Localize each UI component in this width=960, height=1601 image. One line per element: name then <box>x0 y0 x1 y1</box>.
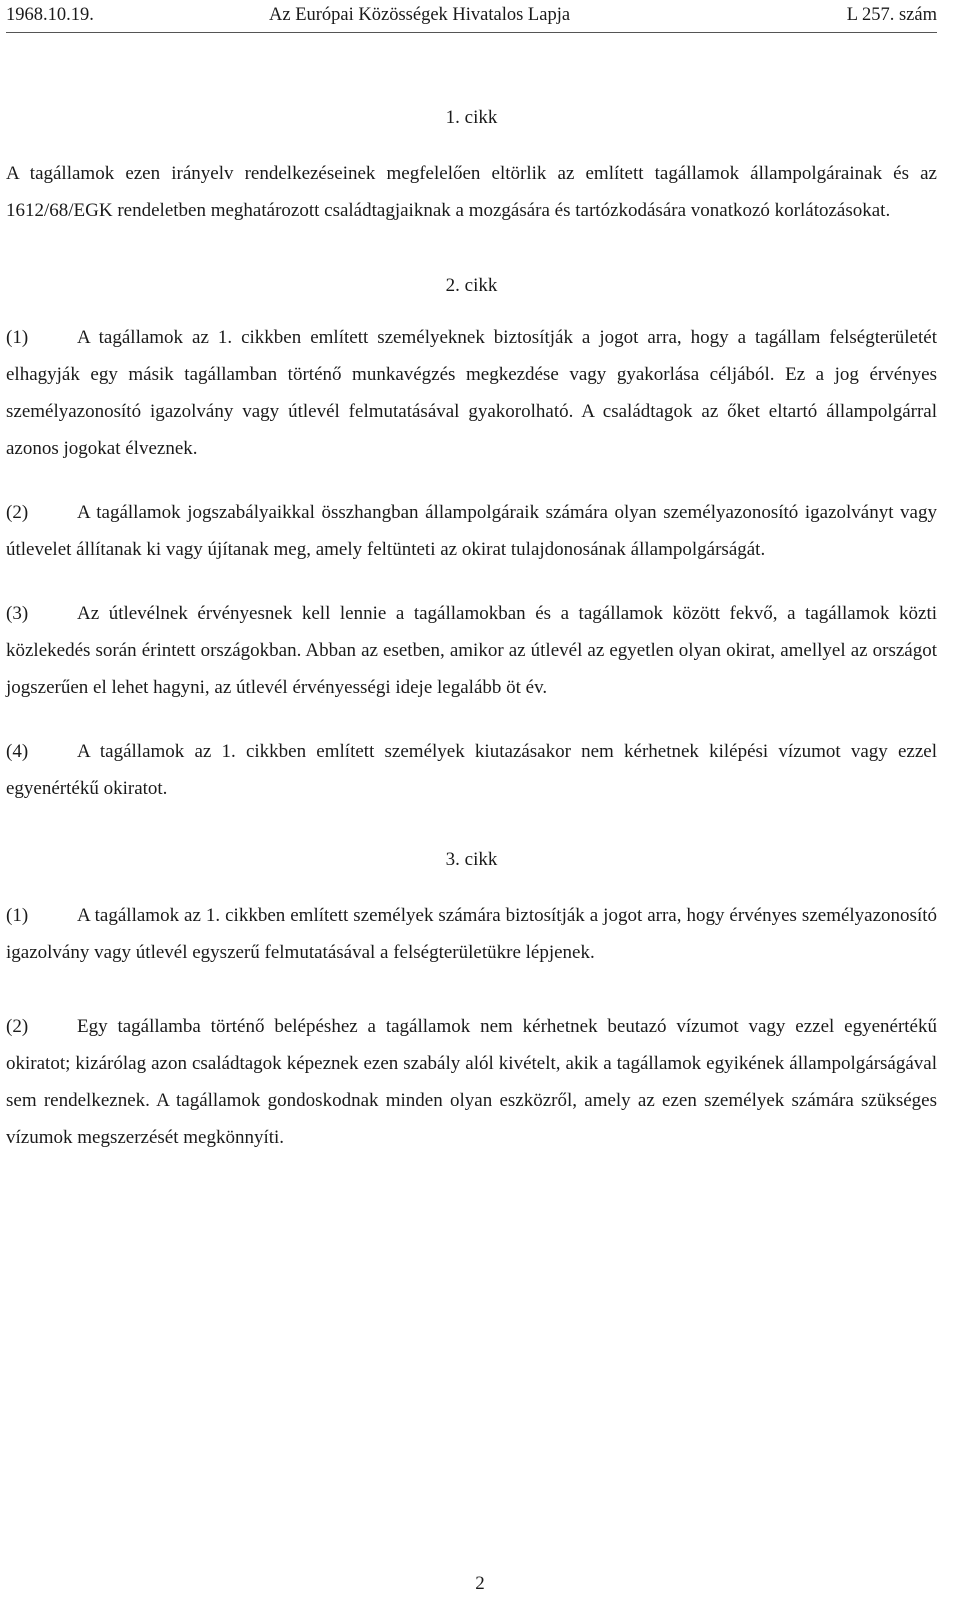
paragraph-text: Egy tagállamba történő belépéshez a tagállamok nem kérhetnek beutazó vízumot vagy ezzel egyenértékű okiratot; kizárólag azon családtagok képeznek ezen szabály alól kivételt, akik a tagállamok egyikének állampolgárságával sem rendelkeznek. A tagállamok gondoskodnak minden olyan eszközről, amely az ezen személyek számára szükséges vízumok megszerzését megkönnyíti. <box>6 1016 937 1148</box>
paragraph-number: (2) <box>6 502 29 523</box>
article-3-paragraph-2 <box>6 1008 937 1156</box>
article-3-title: 3. cikk <box>445 849 498 870</box>
article-2-paragraph-1 <box>6 319 937 467</box>
header-journal-title: Az Európai Közösségek Hivatalos Lapja <box>269 5 571 25</box>
paragraph-text: A tagállamok az 1. cikkben említett személyek számára biztosítják a jogot arra, hogy érvényes személyazonosító igazolvány vagy útlevél egyszerű felmutatásával a felségterületükre lépjenek. <box>6 905 937 963</box>
header-issue-number: L 257. szám <box>846 5 937 25</box>
article-2-paragraph-2 <box>6 494 937 568</box>
article-2-paragraph-3 <box>6 595 937 706</box>
paragraph-text: Az útlevélnek érvényesnek kell lennie a tagállamokban és a tagállamok között fekvő, a tagállamok közti közlekedés során érintett országokban. Abban az esetben, amikor az útlevél az egyetlen olyan okirat, amellyel az országot jogszerűen el lehet hagyni, az útlevél érvényességi ideje legalább öt év. <box>6 603 937 698</box>
page-number: 2 <box>475 1573 485 1594</box>
page-header <box>6 0 937 34</box>
header-date: 1968.10.19. <box>6 5 94 25</box>
paragraph-text: A tagállamok jogszabályaikkal összhangban állampolgáraik számára olyan személyazonosító igazolványt vagy útlevelet állítanak ki vagy újítanak meg, amely feltünteti az okirat tulajdonosának állampolgárságát. <box>6 502 937 560</box>
paragraph-number: (4) <box>6 741 29 762</box>
header-rule <box>6 32 937 33</box>
paragraph-text: A tagállamok az 1. cikkben említett személyek kiutazásakor nem kérhetnek kilépési vízumot vagy ezzel egyenértékű okiratot. <box>6 741 937 799</box>
article-2-paragraph-4 <box>6 733 937 807</box>
article-1-text: A tagállamok ezen irányelv rendelkezéseinek megfelelően eltörlik az említett tagállamok állampolgárainak és az 1612/68/EGK rendeletben meghatározott családtagjaiknak a mozgására és tartózkodására vonatkozó korlátozásokat. <box>6 163 937 221</box>
paragraph-number: (1) <box>6 905 29 926</box>
article-3-paragraph-1 <box>6 897 937 971</box>
article-1-title: 1. cikk <box>445 107 498 128</box>
paragraph-number: (2) <box>6 1016 29 1037</box>
article-2-title: 2. cikk <box>445 275 498 296</box>
paragraph-number: (3) <box>6 603 29 624</box>
document-page <box>6 0 937 1156</box>
paragraph-text: A tagállamok az 1. cikkben említett személyeknek biztosítják a jogot arra, hogy a tagállam felségterületét elhagyják egy másik tagállamban történő munkavégzés megkezdése vagy gyakorlása céljából. Ez a jog érvényes személyazonosító igazolvány vagy útlevél felmutatásával gyakorolható. A családtagok az őket eltartó állampolgárral azonos jogokat élveznek. <box>6 327 937 459</box>
paragraph-number: (1) <box>6 327 29 348</box>
